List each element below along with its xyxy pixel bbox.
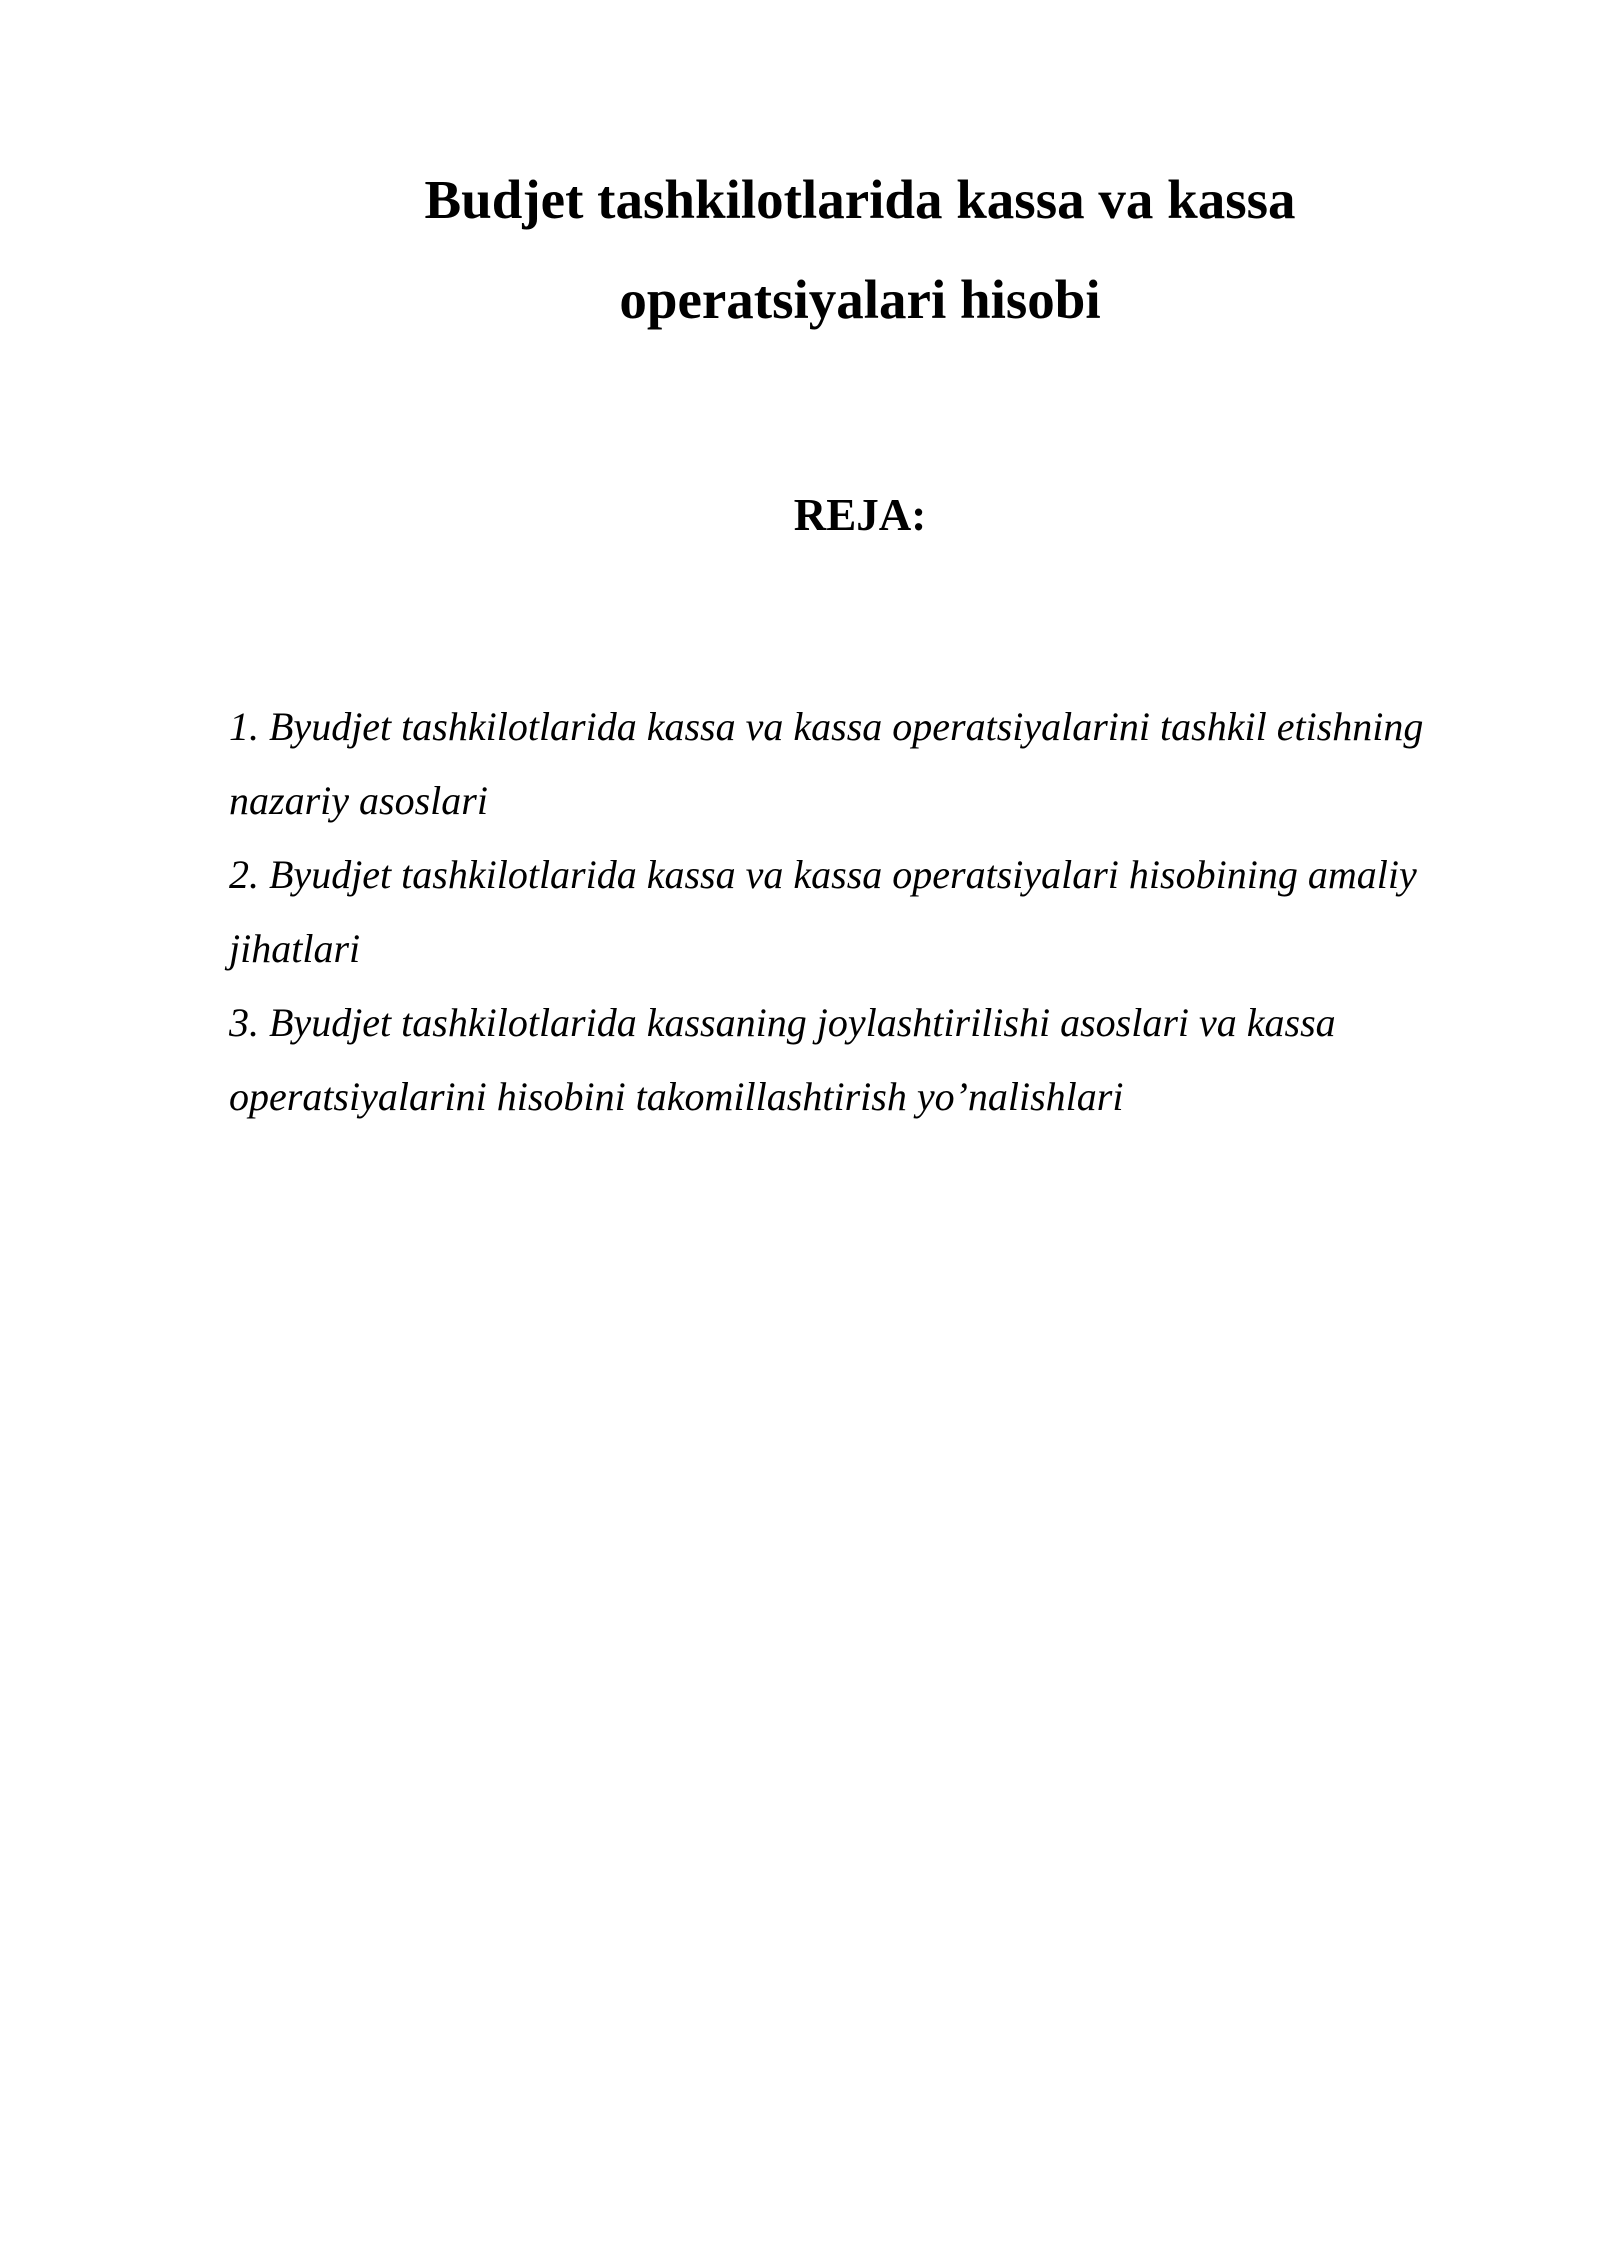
plan-heading: REJA: [793,490,927,540]
document-title-line-2: operatsiyalari hisobi [619,269,1101,330]
document-title [330,150,1390,350]
plan-item-2: 2. Byudjet tashkilotlarida kassa va kassa operatsiyalari hisobining amaliy jihatlari [229,852,1417,971]
plan-item-3: 3. Byudjet tashkilotlarida kassaning joylashtirilishi asoslari va kassa operatsiyalarini hisobini takomillashtirish yo’nalishlari [229,1000,1336,1119]
plan-item-1: 1. Byudjet tashkilotlarida kassa va kassa operatsiyalarini tashkil etishning nazariy asoslari [229,704,1424,823]
document-title-line-1: Budjet tashkilotlarida kassa va kassa [424,169,1296,230]
plan-list [229,690,1469,1134]
